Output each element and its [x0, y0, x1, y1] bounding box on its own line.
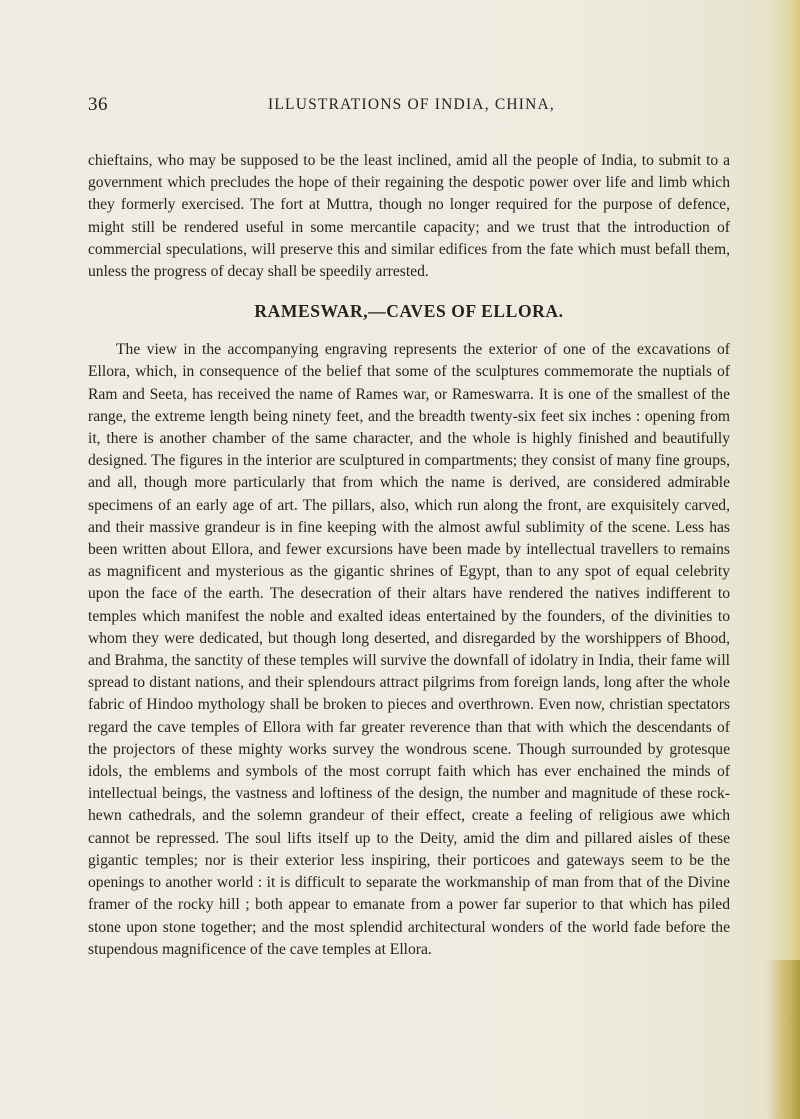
- running-title: ILLUSTRATIONS OF INDIA, CHINA,: [268, 96, 556, 113]
- page-number: 36: [88, 94, 108, 115]
- opening-paragraph: chieftains, who may be supposed to be the least inclined, amid all the people of India, to submit to a government which precludes the hope of their regaining the despotic power over life and limb which they formerly exercised. The fort at Muttra, though no longer required for the purpose of defence, might still be rendered useful in some mercantile capacity; and we trust that the introduction of commercial speculations, will preserve this and similar edifices from the fate which must befall them, unless the progress of decay shall be speedily arrested.: [88, 152, 730, 281]
- body-text: [88, 150, 730, 961]
- page-corner-stain: [766, 960, 800, 1119]
- section-paragraph: The view in the accompanying engraving represents the exterior of one of the excavations of Ellora, which, in consequence of the belief that some of the sculptures commemorate the nuptials of Ram and Seeta, has received the name of Rames war, or Rameswarra. It is one of the smallest of the range, the extreme length being ninety feet, and the breadth twenty-six feet six inches : opening from it, there is another chamber of the same character, and the whole is highly finished and beautifully designed. The figures in the interior are sculptured in compartments; they consist of many fine groups, and all, though more particularly that from which the name is derived, are considered admirable specimens of an early age of art. The pillars, also, which run along the front, are exquisitely carved, and their massive grandeur is in fine keeping with the almost awful sublimity of the scene. Less has been written about Ellora, and fewer excursions have been made by intellectual travellers to remains as magnificent and mysterious as the gigantic shrines of Egypt, than to any spot of equal celebrity upon the face of the earth. The desecration of their altars have rendered the natives indifferent to temples which manifest the noble and exalted ideas entertained by the founders, of the divinities to whom they were dedicated, but though long deserted, and disregarded by the worshippers of Bhood, and Brahma, the sanctity of these temples will survive the downfall of idolatry in India, their fame will spread to distant nations, and their splendours attract pilgrims from foreign lands, long after the whole fabric of Hindoo mythology shall be broken to pieces and overthrown. Even now, christian spectators regard the cave temples of Ellora with far greater reverence than that with which the descendants of the projectors of these mighty works survey the wondrous scene. Though surrounded by grotesque idols, the emblems and symbols of the most corrupt faith which has ever enchained the minds of intellectual beings, the vastness and loftiness of the design, the number and magnitude of these rock-hewn cathedrals, and the solemn grandeur of their effect, create a feeling of religious awe which cannot be repressed. The soul lifts itself up to the Deity, amid the dim and pillared aisles of these gigantic temples; nor is their exterior less inspiring, their porticoes and gateways seem to be the openings to another world : it is difficult to separate the workmanship of man from that of the Divine framer of the rocky hill ; both appear to emanate from a power far superior to that which has piled stone upon stone together; and the most splendid architectural wonders of the world fade before the stupendous magnificence of the cave temples at Ellora.: [88, 341, 730, 958]
- section-heading: RAMESWAR,—CAVES OF ELLORA.: [254, 301, 564, 322]
- page-edge-discoloration: [770, 0, 800, 1119]
- running-head: [88, 94, 728, 124]
